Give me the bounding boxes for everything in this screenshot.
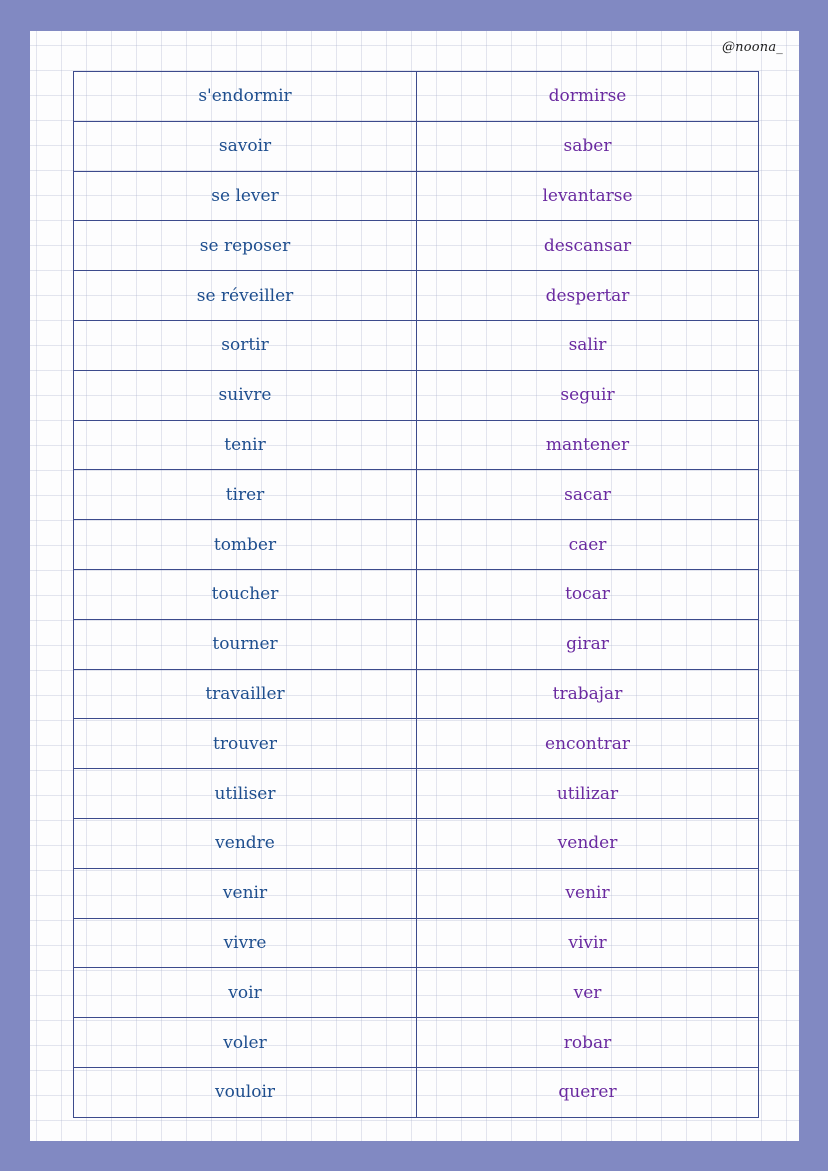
french-word: vouloir xyxy=(74,1067,417,1117)
vocabulary-row xyxy=(74,271,759,321)
french-word: s'endormir xyxy=(74,72,417,122)
french-word: vivre xyxy=(74,918,417,968)
french-word: voler xyxy=(74,1018,417,1068)
vocabulary-row xyxy=(74,818,759,868)
french-word: sortir xyxy=(74,320,417,370)
spanish-word: salir xyxy=(417,320,759,370)
vocabulary-row xyxy=(74,121,759,171)
vocabulary-row xyxy=(74,719,759,769)
vocabulary-table xyxy=(73,71,759,1118)
vocabulary-row xyxy=(74,221,759,271)
french-word: suivre xyxy=(74,370,417,420)
spanish-word: venir xyxy=(417,868,759,918)
french-word: se réveiller xyxy=(74,271,417,321)
grid-paper-page xyxy=(30,31,799,1141)
vocabulary-row xyxy=(74,320,759,370)
french-word: tenir xyxy=(74,420,417,470)
vocabulary-row xyxy=(74,669,759,719)
vocabulary-row xyxy=(74,769,759,819)
vocabulary-row xyxy=(74,520,759,570)
spanish-word: vivir xyxy=(417,918,759,968)
vocabulary-row xyxy=(74,470,759,520)
vocabulary-row xyxy=(74,918,759,968)
french-word: vendre xyxy=(74,818,417,868)
vocabulary-row xyxy=(74,370,759,420)
french-word: utiliser xyxy=(74,769,417,819)
spanish-word: dormirse xyxy=(417,72,759,122)
spanish-word: sacar xyxy=(417,470,759,520)
french-word: se reposer xyxy=(74,221,417,271)
vocabulary-row xyxy=(74,420,759,470)
vocabulary-row xyxy=(74,1018,759,1068)
spanish-word: encontrar xyxy=(417,719,759,769)
vocabulary-row xyxy=(74,619,759,669)
vocabulary-row xyxy=(74,1067,759,1117)
french-word: voir xyxy=(74,968,417,1018)
french-word: se lever xyxy=(74,171,417,221)
french-word: tourner xyxy=(74,619,417,669)
french-word: trouver xyxy=(74,719,417,769)
french-word: tomber xyxy=(74,520,417,570)
spanish-word: tocar xyxy=(417,569,759,619)
french-word: savoir xyxy=(74,121,417,171)
french-word: venir xyxy=(74,868,417,918)
vocabulary-row xyxy=(74,72,759,122)
spanish-word: trabajar xyxy=(417,669,759,719)
spanish-word: girar xyxy=(417,619,759,669)
spanish-word: descansar xyxy=(417,221,759,271)
spanish-word: utilizar xyxy=(417,769,759,819)
spanish-word: caer xyxy=(417,520,759,570)
vocabulary-table-body xyxy=(74,72,759,1118)
french-word: tirer xyxy=(74,470,417,520)
vocabulary-row xyxy=(74,569,759,619)
author-handle: @noona_ xyxy=(721,40,783,55)
vocabulary-row xyxy=(74,868,759,918)
vocabulary-row xyxy=(74,171,759,221)
spanish-word: seguir xyxy=(417,370,759,420)
spanish-word: levantarse xyxy=(417,171,759,221)
vocabulary-row xyxy=(74,968,759,1018)
spanish-word: querer xyxy=(417,1067,759,1117)
spanish-word: mantener xyxy=(417,420,759,470)
spanish-word: saber xyxy=(417,121,759,171)
french-word: travailler xyxy=(74,669,417,719)
french-word: toucher xyxy=(74,569,417,619)
spanish-word: ver xyxy=(417,968,759,1018)
spanish-word: despertar xyxy=(417,271,759,321)
spanish-word: vender xyxy=(417,818,759,868)
spanish-word: robar xyxy=(417,1018,759,1068)
